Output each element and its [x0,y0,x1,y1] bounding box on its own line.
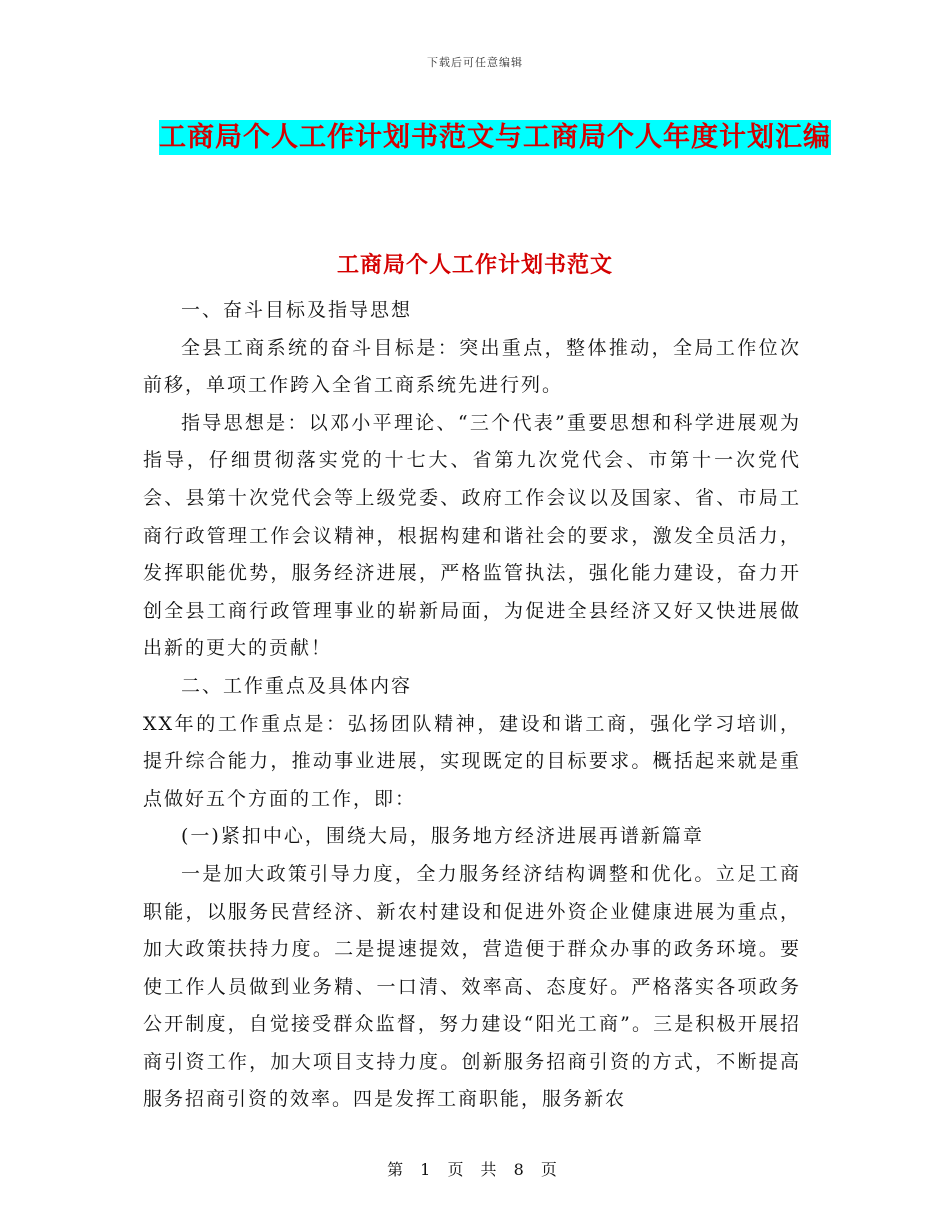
section-title: 工商局个人工作计划书范文 [336,252,613,278]
document-title [150,112,840,164]
document-title-text: 工商局个人工作计划书范文与工商局个人年度计划汇编 [159,122,831,153]
paragraph-guiding-thought: 指导思想是：以邓小平理论、“三个代表”重要思想和科学进展观为指导，仔细贯彻落实党的十七大、省第九次党代会、市第十一次党代会、县第十次党代会等上级党委、政府工作会议以及国家、省、市局工商行政管理工作会议精神，根据构建和谐社会的要求，激发全员活力，发挥职能优势，服务经济进展，严格监管执法，强化能力建设，奋力开创全县工商行政管理事业的崭新局面，为促进全县经济又好又快进展做出新的更大的贡献！ [143,411,801,660]
header-note: 下载后可任意编辑 [427,56,523,69]
paragraph-goals: 全县工商系统的奋斗目标是：突出重点，整体推动，全局工作位次前移，单项工作跨入全省工商系统先进行列。 [143,336,801,397]
page-footer: 第 1 页 共 8 页 [387,1160,563,1179]
subheading-serve-economy: (一)紧扣中心，围绕大局，服务地方经济进展再谱新篇章 [181,825,704,848]
heading-key-work: 二、工作重点及具体内容 [181,674,413,697]
document-body [143,292,801,1119]
paragraph-key-work: XX年的工作重点是：弘扬团队精神，建设和谐工商，强化学习培训，提升综合能力，推动事业进展，实现既定的目标要求。概括起来就是重点做好五个方面的工作，即： [143,712,801,810]
paragraph-serve-economy: 一是加大政策引导力度，全力服务经济结构调整和优化。立足工商职能，以服务民营经济、新农村建设和促进外资企业健康进展为重点，加大政策扶持力度。二是提速提效，营造便于群众办事的政务环境。要使工作人员做到业务精、一口清、效率高、态度好。严格落实各项政务公开制度，自觉接受群众监督，努力建设“阳光工商”。三是积极开展招商引资工作，加大项目支持力度。创新服务招商引资的方式，不断提高服务招商引资的效率。四是发挥工商职能，服务新农 [143,862,801,1111]
heading-goals: 一、奋斗目标及指导思想 [181,299,413,321]
